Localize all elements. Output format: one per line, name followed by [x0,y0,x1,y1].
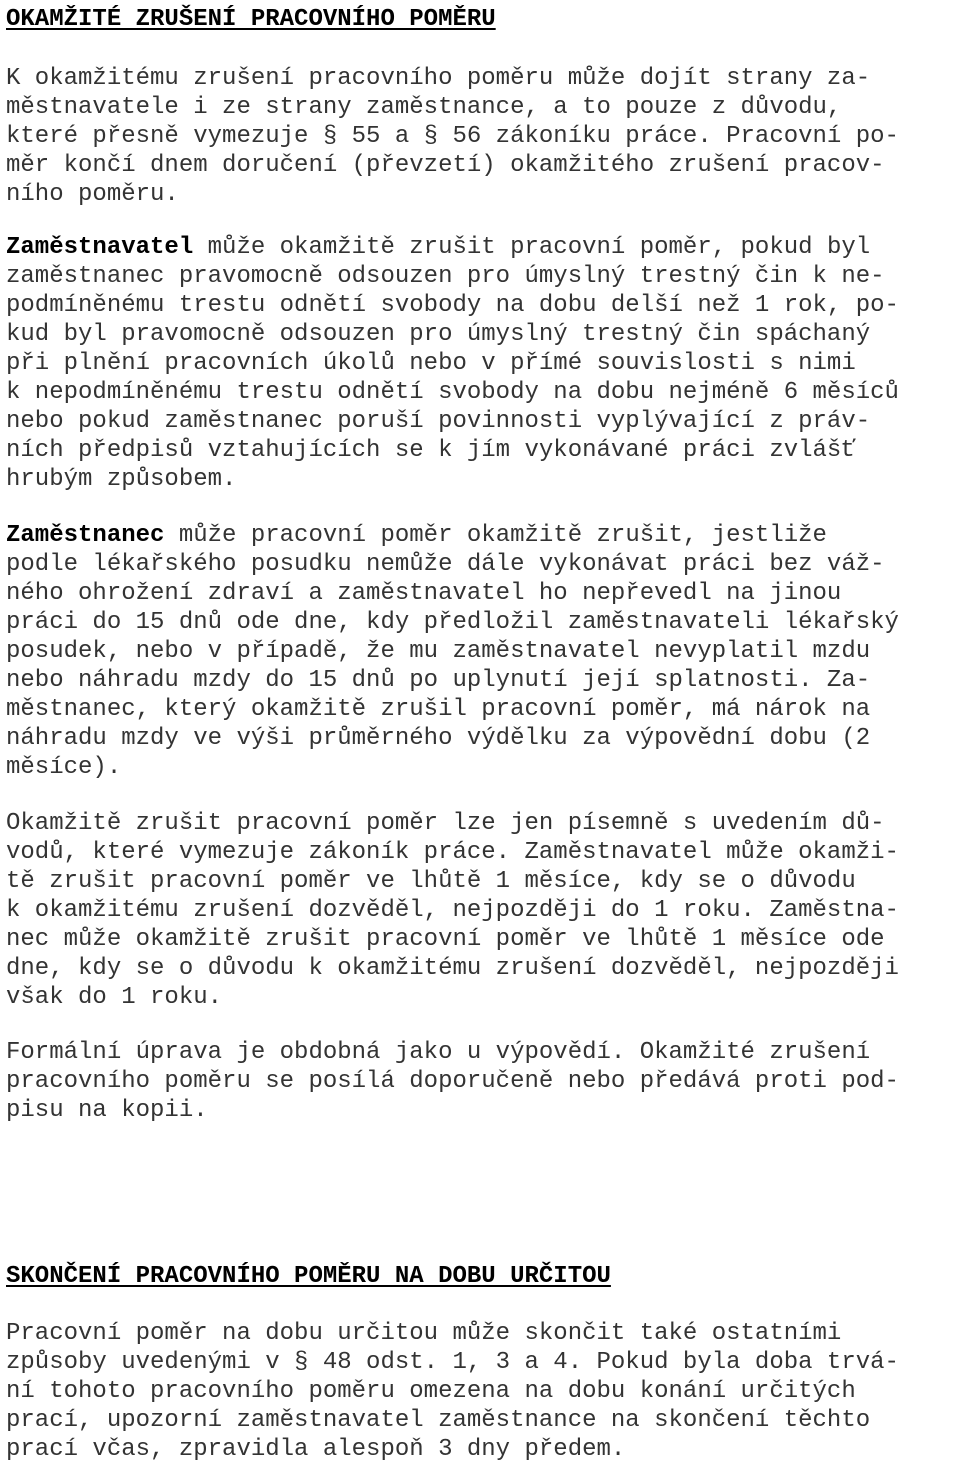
text-line [6,521,899,550]
text-line: prací, upozorní zaměstnavatel zaměstnance na skončení těchto [6,1407,871,1434]
text-line: k okamžitému zrušení dozvěděl, nejpozději do 1 roku. Zaměstna- [6,897,899,924]
heading-fixed-term-end: SKONČENÍ PRACOVNÍHO POMĚRU NA DOBU URČITOU [6,1263,611,1290]
text-line: způsoby uvedenými v § 48 odst. 1, 3 a 4. Pokud byla doba trvá- [6,1349,899,1376]
text-line: však do 1 roku. [6,984,223,1011]
text-line: prací včas, zpravidla alespoň 3 dny předem. [6,1436,626,1463]
text-line: podle lékařského posudku nemůže dále vykonávat práci bez váž- [6,551,885,578]
text-line: nec může okamžitě zrušit pracovní poměr ve lhůtě 1 měsíce ode [6,926,885,953]
text-line: podmíněnému trestu odnětí svobody na dobu delší než 1 rok, po- [6,292,899,319]
text-line: Formální úprava je obdobná jako u výpovědí. Okamžité zrušení [6,1039,871,1066]
text-line: městnavatele i ze strany zaměstnance, a to pouze z důvodu, [6,94,842,121]
text-line: tě zrušit pracovní poměr ve lhůtě 1 měsíce, kdy se o důvodu [6,868,856,895]
text-line: Pracovní poměr na dobu určitou může skončit také ostatními [6,1320,842,1347]
text-fragment: může pracovní poměr okamžitě zrušit, jestliže [164,522,827,549]
text-line: posudek, nebo v případě, že mu zaměstnavatel nevyplatil mzdu [6,638,871,665]
text-line: Okamžitě zrušit pracovní poměr lze jen písemně s uvedením dů- [6,810,885,837]
text-line: K okamžitému zrušení pracovního poměru může dojít strany za- [6,65,871,92]
text-line: ného ohrožení zdraví a zaměstnavatel ho nepřevedl na jinou [6,580,842,607]
paragraph-employer-termination [6,233,899,494]
paragraph-fixed-term [6,1319,899,1464]
paragraph-formal-requirements [6,1038,899,1125]
text-line: při plnění pracovních úkolů nebo v přímé souvislosti s nimi [6,350,856,377]
text-line: městnanec, který okamžitě zrušil pracovní poměr, má nárok na [6,696,871,723]
paragraph-employee-termination [6,521,899,782]
paragraph-written-form-deadlines [6,809,899,1012]
text-line [6,233,899,262]
text-line: náhradu mzdy ve výši průměrného výdělku za výpovědní dobu (2 [6,725,871,752]
text-line: ního poměru. [6,181,179,208]
text-line: pisu na kopii. [6,1097,208,1124]
text-line: měr končí dnem doručení (převzetí) okamžitého zrušení pracov- [6,152,885,179]
text-line: ní tohoto pracovního poměru omezena na dobu konání určitých [6,1378,856,1405]
text-line: vodů, které vymezuje zákoník práce. Zaměstnavatel může okamži- [6,839,899,866]
text-line: pracovního poměru se posílá doporučeně nebo předává proti pod- [6,1068,899,1095]
lead-term-employee: Zaměstnanec [6,522,165,549]
text-line: k nepodmíněnému trestu odnětí svobody na dobu nejméně 6 měsíců [6,379,899,406]
text-line: nebo náhradu mzdy do 15 dnů po uplynutí její splatnosti. Za- [6,667,871,694]
lead-term-employer: Zaměstnavatel [6,234,194,261]
text-fragment: může okamžitě zrušit pracovní poměr, pokud byl [193,234,871,261]
text-line: dne, kdy se o důvodu k okamžitému zrušení dozvěděl, nejpozději [6,955,899,982]
text-line: nebo pokud zaměstnanec poruší povinnosti vyplývající z práv- [6,408,871,435]
text-line: ních předpisů vztahujících se k jím vykonávané práci zvlášť [6,437,856,464]
text-line: zaměstnanec pravomocně odsouzen pro úmyslný trestný čin k ne- [6,263,885,290]
heading-immediate-termination: OKAMŽITÉ ZRUŠENÍ PRACOVNÍHO POMĚRU [6,6,496,33]
text-line: měsíce). [6,754,122,781]
text-line: práci do 15 dnů ode dne, kdy předložil zaměstnavateli lékařský [6,609,899,636]
paragraph-intro [6,64,899,209]
text-line: kud byl pravomocně odsouzen pro úmyslný trestný čin spáchaný [6,321,871,348]
text-line: které přesně vymezuje § 55 a § 56 zákoníku práce. Pracovní po- [6,123,899,150]
text-line: hrubým způsobem. [6,466,237,493]
